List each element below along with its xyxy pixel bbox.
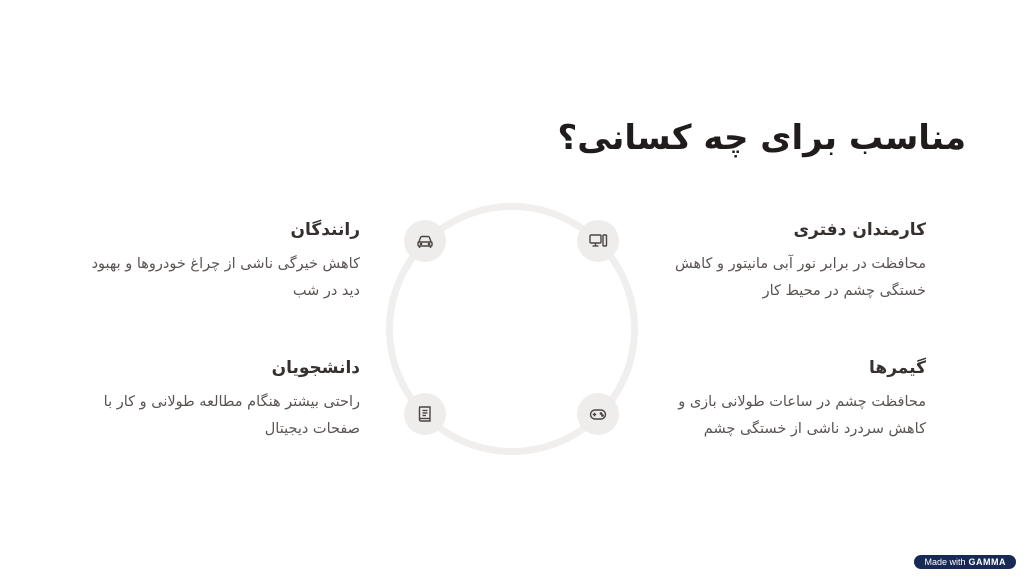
card-office-workers <box>646 220 926 305</box>
card-description: محافظت چشم در ساعات طولانی بازی و کاهش سردرد ناشی از خستگی چشم <box>678 394 926 437</box>
page-title: مناسب برای چه کسانی؟ <box>557 118 966 158</box>
node-computer <box>577 220 619 262</box>
card-title: گیمرها <box>869 358 926 378</box>
computer-icon <box>588 231 608 251</box>
gamepad-icon <box>588 404 608 424</box>
car-icon <box>415 231 435 251</box>
card-title: رانندگان <box>290 220 360 240</box>
card-description: محافظت در برابر نور آبی مانیتور و کاهش خستگی چشم در محیط کار <box>674 256 926 299</box>
card-gamers <box>646 358 926 443</box>
gamma-logo: GAMMA <box>968 557 1006 567</box>
book-icon <box>415 404 435 424</box>
made-with-gamma-badge[interactable]: Made with GAMMA <box>914 555 1016 569</box>
node-gamepad <box>577 393 619 435</box>
node-book <box>404 393 446 435</box>
card-title: کارمندان دفتری <box>793 220 926 240</box>
card-students <box>80 358 360 443</box>
card-description: کاهش خیرگی ناشی از چراغ خودروها و بهبود دید در شب <box>91 256 360 299</box>
card-description: راحتی بیشتر هنگام مطالعه طولانی و کار با صفحات دیجیتال <box>103 394 360 437</box>
node-car <box>404 220 446 262</box>
card-title: دانشجویان <box>271 358 360 378</box>
card-drivers <box>80 220 360 305</box>
